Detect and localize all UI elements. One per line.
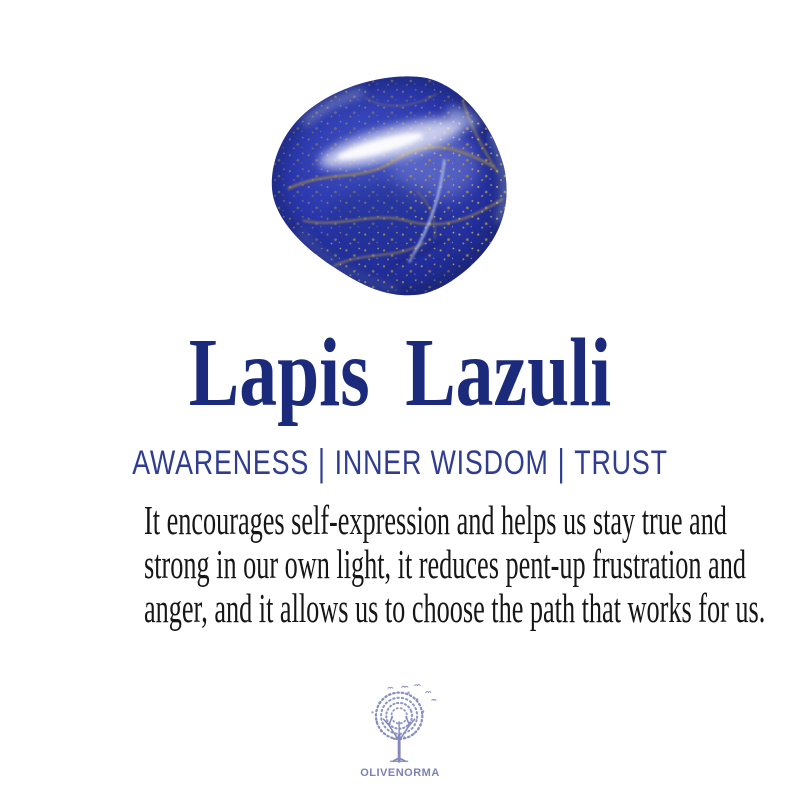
lapis-lazuli-stone-icon (268, 72, 516, 300)
description-line: strong in our own light, it reduces pent-up frustration and (144, 541, 746, 587)
keyword-inner-wisdom: INNER WISDOM (334, 444, 549, 482)
description-paragraph (0, 498, 800, 630)
description-line: anger, and it allows us to choose the path that works for us. (144, 585, 766, 631)
brand-name: OLIVENORMA (360, 767, 440, 779)
separator-pipe: | (317, 441, 326, 485)
description-line: It encourages self-expression and helps us stay true and (144, 497, 727, 543)
page-title: Lapis Lazuli (188, 319, 612, 426)
brand-block (0, 684, 800, 780)
tree-of-life-logo-icon (357, 684, 443, 763)
keyword-trust: TRUST (574, 444, 668, 482)
separator-pipe: | (557, 441, 566, 485)
keywords-row (84, 441, 716, 485)
keyword-awareness: AWARENESS (132, 444, 310, 482)
stone-image (268, 72, 516, 300)
